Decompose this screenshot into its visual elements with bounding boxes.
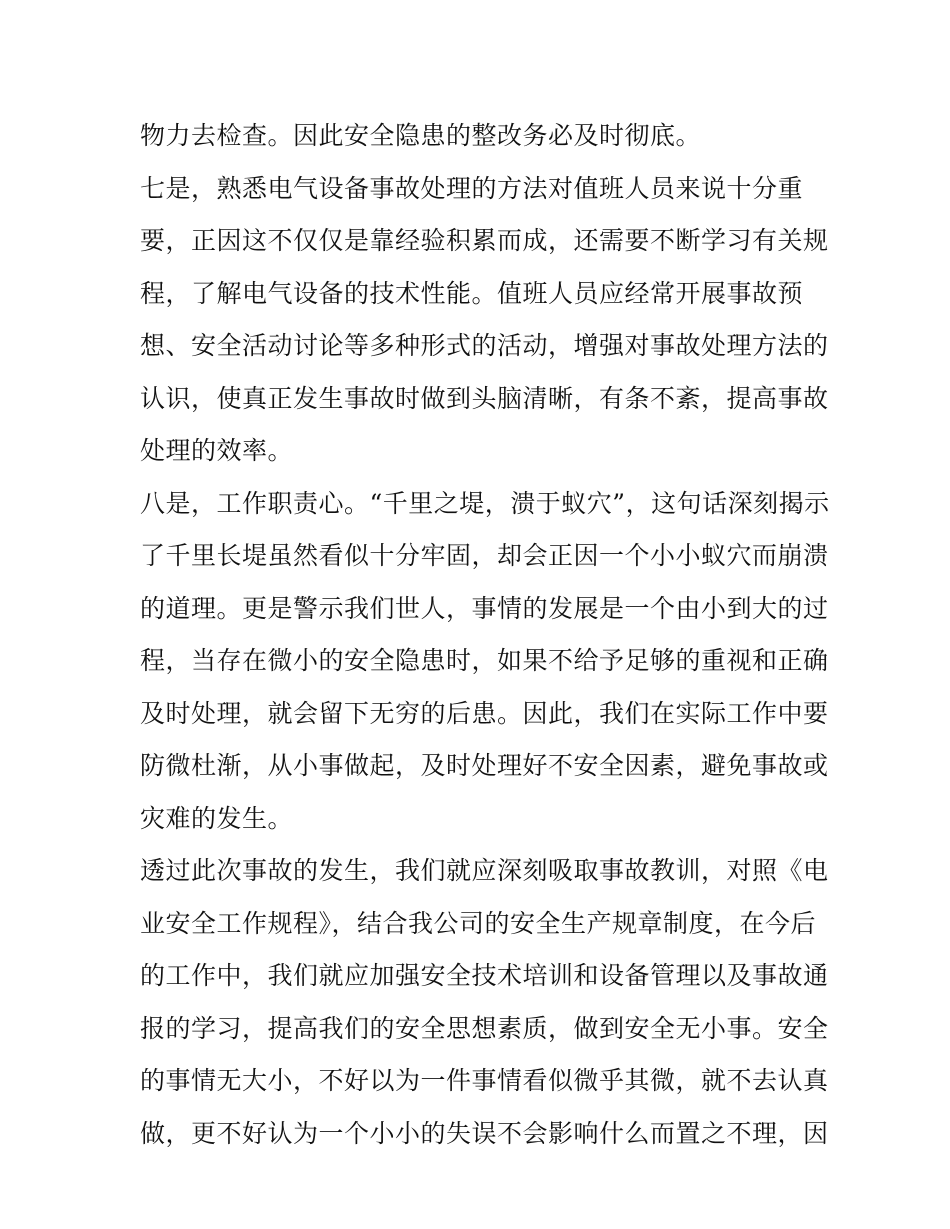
text-line: 业安全工作规程》，结合我公司的安全生产规章制度，在今后 [140, 908, 817, 938]
text-line: 了千里长堤虽然看似十分牢固，却会正因一个小小蚁穴而崩溃 [140, 541, 829, 570]
text-line: 认识，使真正发生事故时做到头脑清晰，有条不紊，提高事故 [140, 383, 829, 413]
text-line: 程，了解电气设备的技术性能。值班人员应经常开展事故预 [140, 278, 804, 308]
body-text [140, 110, 830, 1160]
text-line: 程，当存在微小的安全隐患时，如果不给予足够的重视和正确 [140, 646, 829, 675]
text-line: 八是，工作职责心。“千里之堤，溃于蚁穴”，这句话深刻揭示 [140, 488, 830, 518]
text-line: 透过此次事故的发生，我们就应深刻吸取事故教训，对照《电 [140, 856, 829, 885]
text-line: 的道理。更是警示我们世人，事情的发展是一个由小到大的过 [140, 593, 829, 623]
text-line: 想、安全活动讨论等多种形式的活动，增强对事故处理方法的 [140, 331, 829, 360]
text-line: 物力去检查。因此安全隐患的整改务必及时彻底。 [140, 121, 702, 150]
text-line: 防微杜渐，从小事做起，及时处理好不安全因素，避免事故或 [140, 751, 829, 780]
text-line: 处理的效率。 [140, 436, 294, 465]
text-line: 灾难的发生。 [140, 803, 294, 833]
text-line: 要，正因这不仅仅是靠经验积累而成，还需要不断学习有关规 [140, 226, 829, 255]
text-line: 七是，熟悉电气设备事故处理的方法对值班人员来说十分重 [140, 173, 804, 203]
text-line: 报的学习，提高我们的安全思想素质，做到安全无小事。安全 [140, 1013, 829, 1043]
text-line: 及时处理，就会留下无穷的后患。因此，我们在实际工作中要 [140, 698, 829, 728]
text-line: 的工作中，我们就应加强安全技术培训和设备管理以及事故通 [140, 961, 829, 990]
text-line: 的事情无大小，不好以为一件事情看似微乎其微，就不去认真 [140, 1066, 829, 1095]
text-line: 做，更不好认为一个小小的失误不会影响什么而置之不理，因 [140, 1118, 829, 1148]
